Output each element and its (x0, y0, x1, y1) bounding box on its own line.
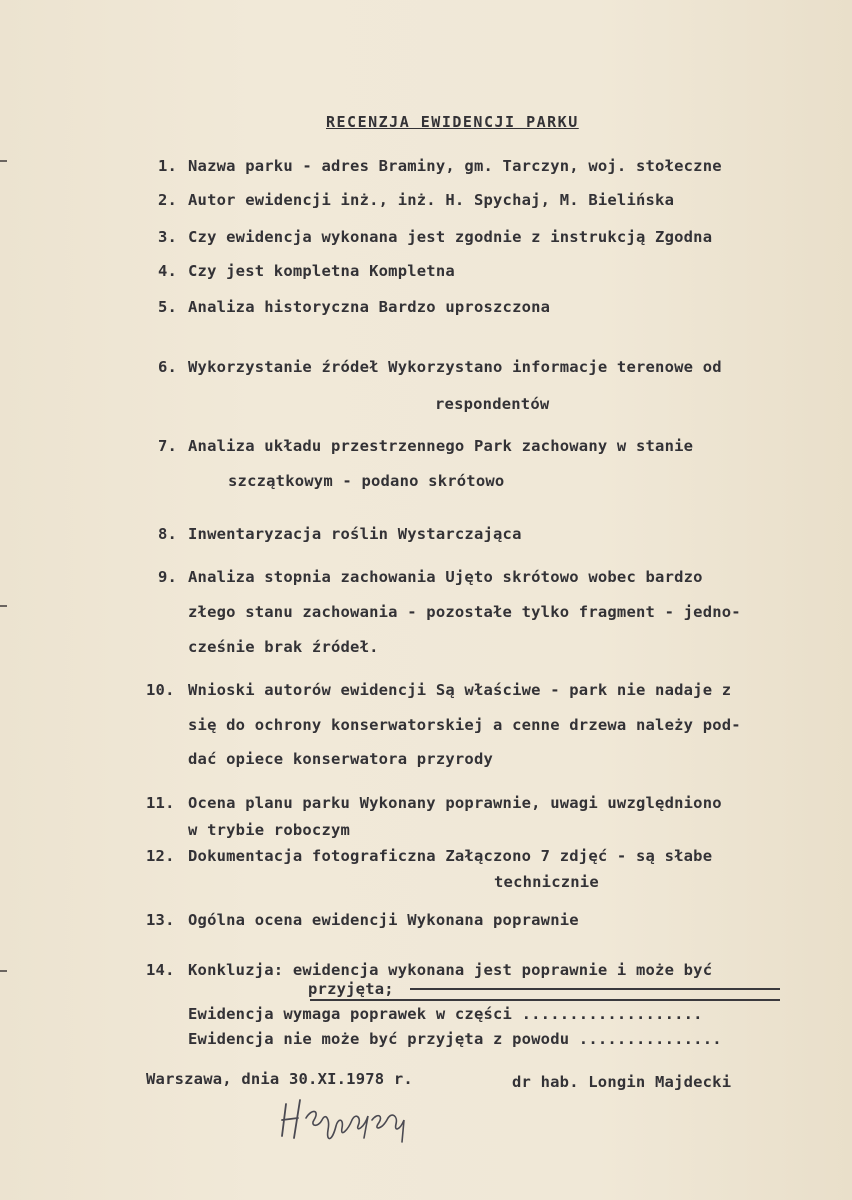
punch-hole-mark (0, 160, 7, 162)
item-text: Konkluzja: ewidencja wykonana jest poprawnie i może być (188, 961, 713, 979)
conclusion-option: Ewidencja nie może być przyjęta z powodu ............... (188, 1030, 722, 1048)
item-text: Analiza historyczna Bardzo uproszczona (188, 298, 551, 316)
item-text: Wnioski autorów ewidencji Są właściwe - park nie nadaje z (188, 681, 732, 699)
punch-hole-mark (0, 970, 7, 972)
item-number: 6. (158, 358, 178, 376)
item-number: 8. (158, 525, 178, 543)
item-text: Analiza układu przestrzennego Park zachowany w stanie (188, 437, 694, 455)
item-text-continued: technicznie (494, 873, 599, 891)
item-text-continued: szczątkowym - podano skrótowo (228, 472, 505, 490)
item-number: 1. (158, 157, 178, 175)
conclusion-option: Ewidencja wymaga poprawek w części ................... (188, 1005, 703, 1023)
item-text: Autor ewidencji inż., inż. H. Spychaj, M. Bielińska (188, 191, 675, 209)
item-number: 5. (158, 298, 178, 316)
item-number: 12. (146, 847, 175, 865)
item-number: 3. (158, 228, 178, 246)
item-text: Czy ewidencja wykonana jest zgodnie z instrukcją Zgodna (188, 228, 713, 246)
item-number: 2. (158, 191, 178, 209)
reviewer-name: dr hab. Longin Majdecki (512, 1073, 732, 1091)
place-and-date: Warszawa, dnia 30.XI.1978 r. (146, 1070, 413, 1088)
item-text-continued: w trybie roboczym (188, 821, 351, 839)
item-text-continued: się do ochrony konserwatorskiej a cenne drzewa należy pod- (188, 716, 741, 734)
item-number: 13. (146, 911, 175, 929)
item-text: Ogólna ocena ewidencji Wykonana poprawnie (188, 911, 579, 929)
item-text: Dokumentacja fotograficzna Załączono 7 zdjęć - są słabe (188, 847, 713, 865)
item-number: 9. (158, 568, 178, 586)
item-text: Ocena planu parku Wykonany poprawnie, uwagi uwzględniono (188, 794, 722, 812)
conclusion-underline (310, 999, 780, 1001)
item-text: Nazwa parku - adres Braminy, gm. Tarczyn, woj. stołeczne (188, 157, 722, 175)
item-text: Inwentaryzacja roślin Wystarczająca (188, 525, 522, 543)
item-text: Czy jest kompletna Kompletna (188, 262, 455, 280)
item-text: Analiza stopnia zachowania Ujęto skrótowo wobec bardzo (188, 568, 703, 586)
item-text-continued: dać opiece konserwatora przyrody (188, 750, 494, 768)
item-number: 11. (146, 794, 175, 812)
punch-hole-mark (0, 605, 7, 607)
item-text-continued: złego stanu zachowania - pozostałe tylko fragment - jedno- (188, 603, 741, 621)
document-title: RECENZJA EWIDENCJI PARKU (326, 113, 579, 131)
item-text-continued: respondentów (435, 395, 550, 413)
handwritten-signature (272, 1090, 432, 1150)
item-number: 10. (146, 681, 175, 699)
conclusion-strike-line (410, 988, 780, 990)
item-number: 7. (158, 437, 178, 455)
conclusion-accepted: przyjęta; (308, 980, 394, 998)
item-number: 4. (158, 262, 178, 280)
item-number: 14. (146, 961, 175, 979)
item-text: Wykorzystanie źródeł Wykorzystano informacje terenowe od (188, 358, 722, 376)
item-text-continued: cześnie brak źródeł. (188, 638, 379, 656)
